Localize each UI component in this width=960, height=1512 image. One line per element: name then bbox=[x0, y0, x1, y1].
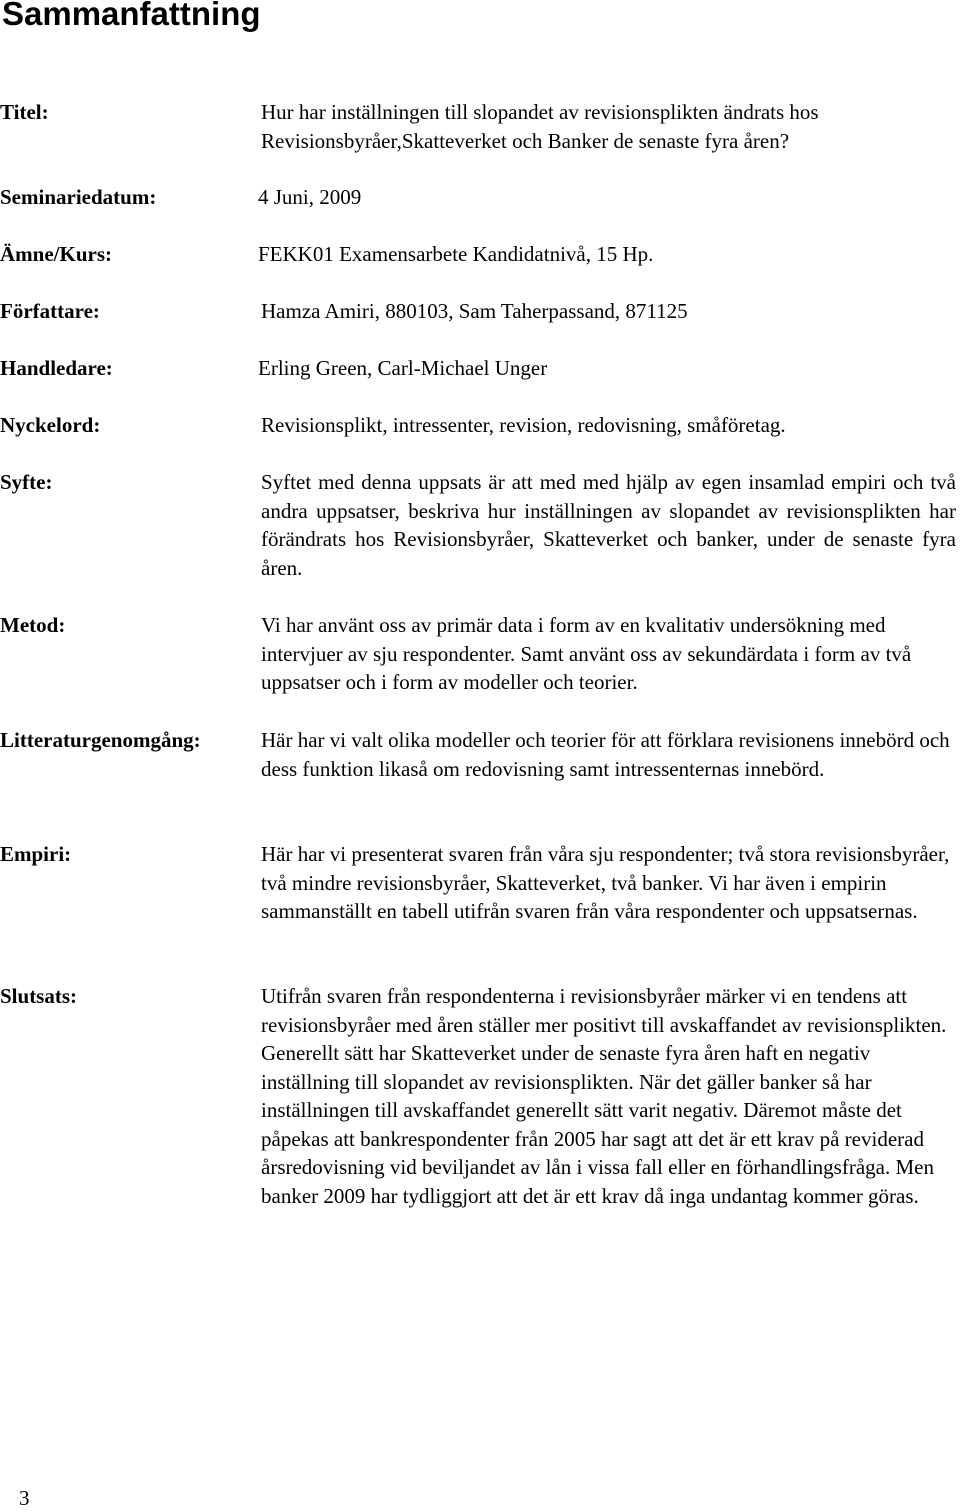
course-label: Ämne/Kurs: bbox=[0, 242, 112, 266]
authors-label: Författare: bbox=[0, 299, 100, 323]
title-value: Hur har inställningen till slopandet av revisionsplikten ändrats hos Revisionsbyråer,Skatteverket och Banker de senaste fyra åren? bbox=[261, 100, 819, 153]
page-number: 3 bbox=[19, 1486, 30, 1510]
supervisors-value: Erling Green, Carl-Michael Unger bbox=[258, 356, 548, 380]
seminar-date-label: Seminariedatum: bbox=[0, 185, 157, 209]
supervisors-label: Handledare: bbox=[0, 356, 113, 380]
literature-review-label: Litteraturgenomgång: bbox=[0, 728, 201, 752]
purpose-label: Syfte: bbox=[0, 470, 53, 494]
empirics-label: Empiri: bbox=[0, 842, 72, 866]
conclusion-label: Slutsats: bbox=[0, 984, 78, 1008]
page-heading: Sammanfattning bbox=[2, 0, 261, 32]
title-label: Titel: bbox=[0, 100, 49, 124]
empirics-value: Här har vi presenterat svaren från våra sju respondenter; två stora revisionsbyråer, två mindre revisionsbyråer, Skatteverket, två banker. Vi har även i empirin sammanställt en tabell utifrån svaren från våra respondenter och uppsatsernas. bbox=[261, 842, 950, 923]
keywords-label: Nyckelord: bbox=[0, 413, 101, 437]
method-label: Metod: bbox=[0, 613, 66, 637]
authors-value: Hamza Amiri, 880103, Sam Taherpassand, 871125 bbox=[261, 299, 688, 323]
literature-review-value: Här har vi valt olika modeller och teorier för att förklara revisionens innebörd och dess funktion likaså om redovisning samt intressenternas innebörd. bbox=[261, 728, 950, 781]
course-value: FEKK01 Examensarbete Kandidatnivå, 15 Hp. bbox=[258, 242, 654, 266]
method-value: Vi har använt oss av primär data i form av en kvalitativ undersökning med intervjuer av sju respondenter. Samt använt oss av sekundärdata i form av två uppsatser och i form av modeller och teorier. bbox=[261, 613, 912, 694]
seminar-date-value: 4 Juni, 2009 bbox=[258, 185, 362, 209]
purpose-value: Syftet med denna uppsats är att med med hjälp av egen insamlad empiri och två andra uppsatser, beskriva hur inställningen av slopandet av revisionsplikten har förändrats hos Revisionsbyråer, Skatteverket och banker, under de senaste fyra åren. bbox=[261, 470, 956, 580]
keywords-value: Revisionsplikt, intressenter, revision, redovisning, småföretag. bbox=[261, 413, 786, 437]
conclusion-value: Utifrån svaren från respondenterna i revisionsbyråer märker vi en tendens att revisionsbyråer med åren ställer mer positivt till avskaffandet av revisionsplikten. Generellt sätt har Skatteverket under de senaste fyra åren haft en negativ inställning till slopandet av revisionsplikten. När det gäller banker så har inställningen till avskaffandet generellt sätt varit negativ. Däremot måste det påpekas att bankrespondenter från 2005 har sagt att det är ett krav på reviderad årsredovisning vid beviljandet av lån i vissa fall eller en förhandlingsfråga. Men banker 2009 har tydliggjort att det är ett krav då inga undantag kommer göras. bbox=[261, 984, 947, 1208]
